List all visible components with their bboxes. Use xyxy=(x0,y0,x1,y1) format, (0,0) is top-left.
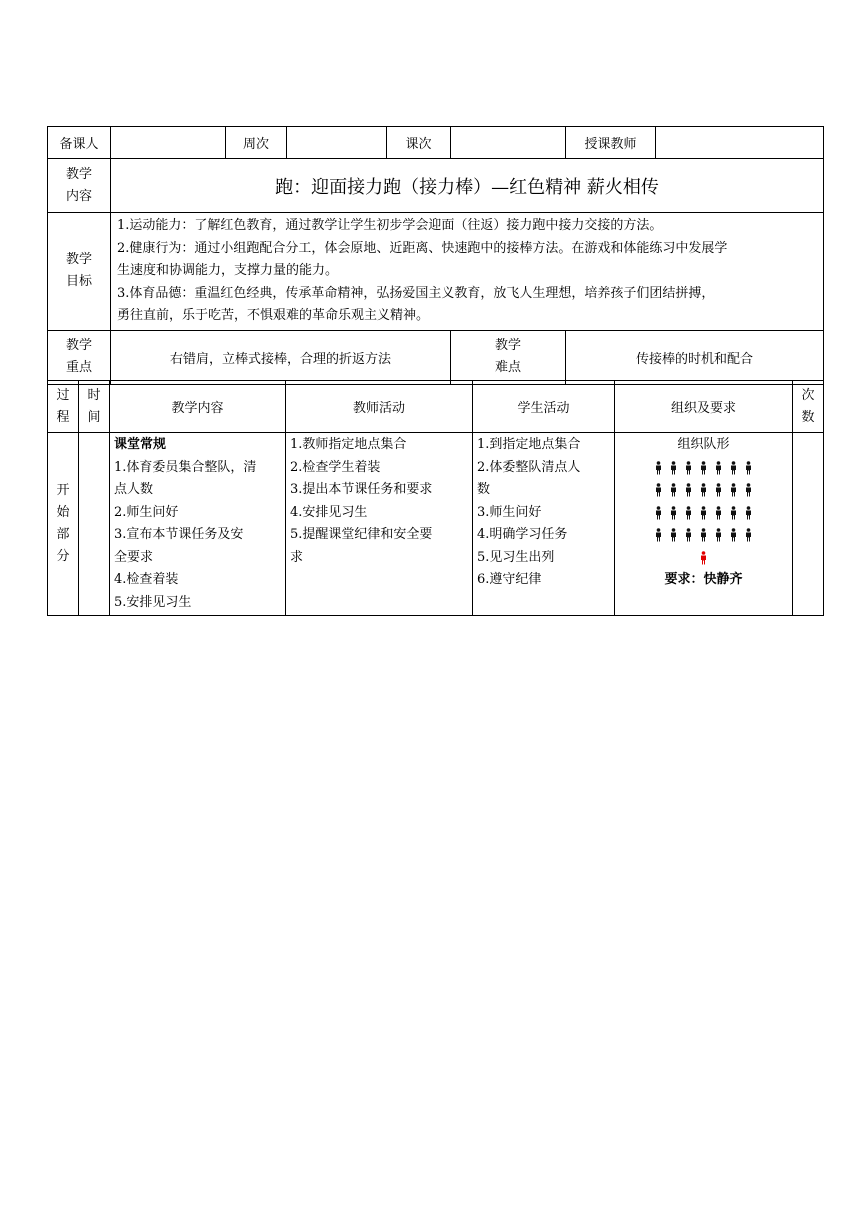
content-line: 2.师生问好 xyxy=(114,504,179,520)
student-figure-icon xyxy=(699,483,708,497)
student-figure-icon xyxy=(684,506,693,520)
lesson-number-label: 课次 xyxy=(387,127,451,159)
organization-title: 组织队形 xyxy=(677,437,730,452)
difficulty-label-line1: 教学 xyxy=(494,338,521,353)
formation-row xyxy=(619,502,788,525)
student-figure-icon xyxy=(684,461,693,475)
focus-label xyxy=(48,330,111,384)
teacher-activity-header: 教师活动 xyxy=(286,381,473,433)
week-value[interactable] xyxy=(287,127,387,159)
student-figure-icon xyxy=(669,506,678,520)
objective-line: 3.体育品德：重温红色经典，传承革命精神，弘扬爱国主义教育，放飞人生理想，培养孩子们团结拼搏， xyxy=(117,285,715,301)
objectives-label-line2: 目标 xyxy=(65,274,92,290)
student-figure-icon xyxy=(744,483,753,497)
organization-cell xyxy=(615,433,793,616)
teacher-figure-icon xyxy=(699,551,708,565)
student-figure-icon xyxy=(699,506,708,520)
student-line: 6.遵守纪律 xyxy=(477,572,542,587)
focus-text: 右错肩，立棒式接棒，合理的折返方法 xyxy=(111,330,451,384)
student-figure-icon xyxy=(729,461,738,475)
student-figure-icon xyxy=(669,461,678,475)
student-figure-icon xyxy=(669,483,678,497)
student-figure-icon xyxy=(699,461,708,475)
preparer-label: 备课人 xyxy=(48,127,111,159)
content-line: 4.检查着装 xyxy=(114,572,179,587)
preparer-value[interactable] xyxy=(111,127,226,159)
count-cell[interactable] xyxy=(793,433,824,616)
formation-diagram xyxy=(619,457,788,547)
process-char: 开 xyxy=(56,483,70,498)
focus-label-line2: 重点 xyxy=(65,360,92,375)
student-activity-cell xyxy=(473,433,615,616)
content-header: 教学内容 xyxy=(110,381,286,433)
lesson-number-value[interactable] xyxy=(451,127,566,159)
process-char: 分 xyxy=(56,549,70,564)
teacher-position xyxy=(619,547,788,570)
teacher-line: 3.提出本节课任务和要求 xyxy=(290,482,433,497)
lesson-info-table xyxy=(47,126,824,385)
student-figure-icon xyxy=(654,461,663,475)
student-figure-icon xyxy=(729,506,738,520)
lesson-title: 跑：迎面接力跑（接力棒）—红色精神 薪火相传 xyxy=(111,159,824,213)
student-figure-icon xyxy=(654,483,663,497)
count-header xyxy=(793,381,824,433)
content-line: 全要求 xyxy=(114,549,154,565)
process-header-line1: 过 xyxy=(56,387,70,403)
teacher-value[interactable] xyxy=(656,127,824,159)
objective-line: 生速度和协调能力，支撑力量的能力。 xyxy=(117,263,339,278)
student-figure-icon xyxy=(744,506,753,520)
count-header-line2: 数 xyxy=(801,409,815,425)
table-row xyxy=(48,433,824,616)
student-figure-icon xyxy=(729,528,738,542)
student-figure-icon xyxy=(684,483,693,497)
student-line: 2.体委整队清点人 xyxy=(477,459,581,475)
content-title: 课堂常规 xyxy=(114,437,167,452)
difficulty-text: 传接棒的时机和配合 xyxy=(566,330,824,384)
student-line: 3.师生问好 xyxy=(477,504,542,520)
formation-row xyxy=(619,524,788,547)
focus-label-line1: 教学 xyxy=(65,338,92,353)
student-figure-icon xyxy=(714,483,723,497)
student-activity-header: 学生活动 xyxy=(473,381,615,433)
teacher-activity-cell xyxy=(286,433,473,616)
week-label: 周次 xyxy=(226,127,287,159)
content-line: 3.宣布本节课任务及安 xyxy=(114,527,244,542)
organization-header: 组织及要求 xyxy=(615,381,793,433)
objective-line: 2.健康行为：通过小组跑配合分工，体会原地、近距离、快速跑中的接棒方法。在游戏和体能练习中发展学 xyxy=(117,240,728,256)
count-header-line1: 次 xyxy=(801,387,815,403)
student-figure-icon xyxy=(654,506,663,520)
student-figure-icon xyxy=(654,528,663,542)
process-char: 始 xyxy=(56,505,70,520)
difficulty-label-line2: 难点 xyxy=(494,360,521,375)
content-label-line2: 内容 xyxy=(65,188,92,204)
process-char: 部 xyxy=(56,527,70,542)
content-line: 点人数 xyxy=(114,482,154,497)
time-header xyxy=(79,381,110,433)
process-cell xyxy=(48,433,79,616)
content-line: 5.安排见习生 xyxy=(114,594,192,610)
student-figure-icon xyxy=(729,483,738,497)
student-figure-icon xyxy=(684,528,693,542)
time-cell[interactable] xyxy=(79,433,110,616)
student-figure-icon xyxy=(714,461,723,475)
process-header xyxy=(48,381,79,433)
student-figure-icon xyxy=(699,528,708,542)
objectives-text xyxy=(111,213,824,331)
teacher-line: 2.检查学生着装 xyxy=(290,459,381,475)
student-line: 4.明确学习任务 xyxy=(477,527,568,542)
objectives-label-line1: 教学 xyxy=(65,252,92,268)
teacher-line: 4.安排见习生 xyxy=(290,504,368,520)
teacher-line: 5.提醒课堂纪律和安全要 xyxy=(290,527,433,542)
student-figure-icon xyxy=(744,528,753,542)
process-header-line2: 程 xyxy=(56,409,70,425)
objective-line: 1.运动能力：了解红色教育，通过教学让学生初步学会迎面（往返）接力跑中接力交接的方法。 xyxy=(117,218,663,233)
student-line: 1.到指定地点集合 xyxy=(477,437,581,452)
difficulty-label xyxy=(451,330,566,384)
student-figure-icon xyxy=(714,528,723,542)
content-line: 1.体育委员集合整队，清 xyxy=(114,459,257,475)
student-line: 数 xyxy=(477,482,491,497)
teacher-line: 1.教师指定地点集合 xyxy=(290,437,407,452)
objective-line: 勇往直前，乐于吃苦，不惧艰难的革命乐观主义精神。 xyxy=(117,308,430,323)
teacher-line: 求 xyxy=(290,549,304,565)
time-header-line1: 时 xyxy=(87,387,101,403)
content-cell xyxy=(110,433,286,616)
objectives-label xyxy=(48,213,111,331)
content-label xyxy=(48,159,111,213)
formation-row xyxy=(619,479,788,502)
student-figure-icon xyxy=(744,461,753,475)
student-figure-icon xyxy=(714,506,723,520)
content-label-line1: 教学 xyxy=(65,166,92,182)
student-line: 5.见习生出列 xyxy=(477,549,555,565)
lesson-plan-table xyxy=(47,380,824,616)
organization-requirement: 要求：快静齐 xyxy=(664,572,743,587)
student-figure-icon xyxy=(669,528,678,542)
teacher-label: 授课教师 xyxy=(566,127,656,159)
formation-row xyxy=(619,457,788,480)
time-header-line2: 间 xyxy=(87,409,101,425)
